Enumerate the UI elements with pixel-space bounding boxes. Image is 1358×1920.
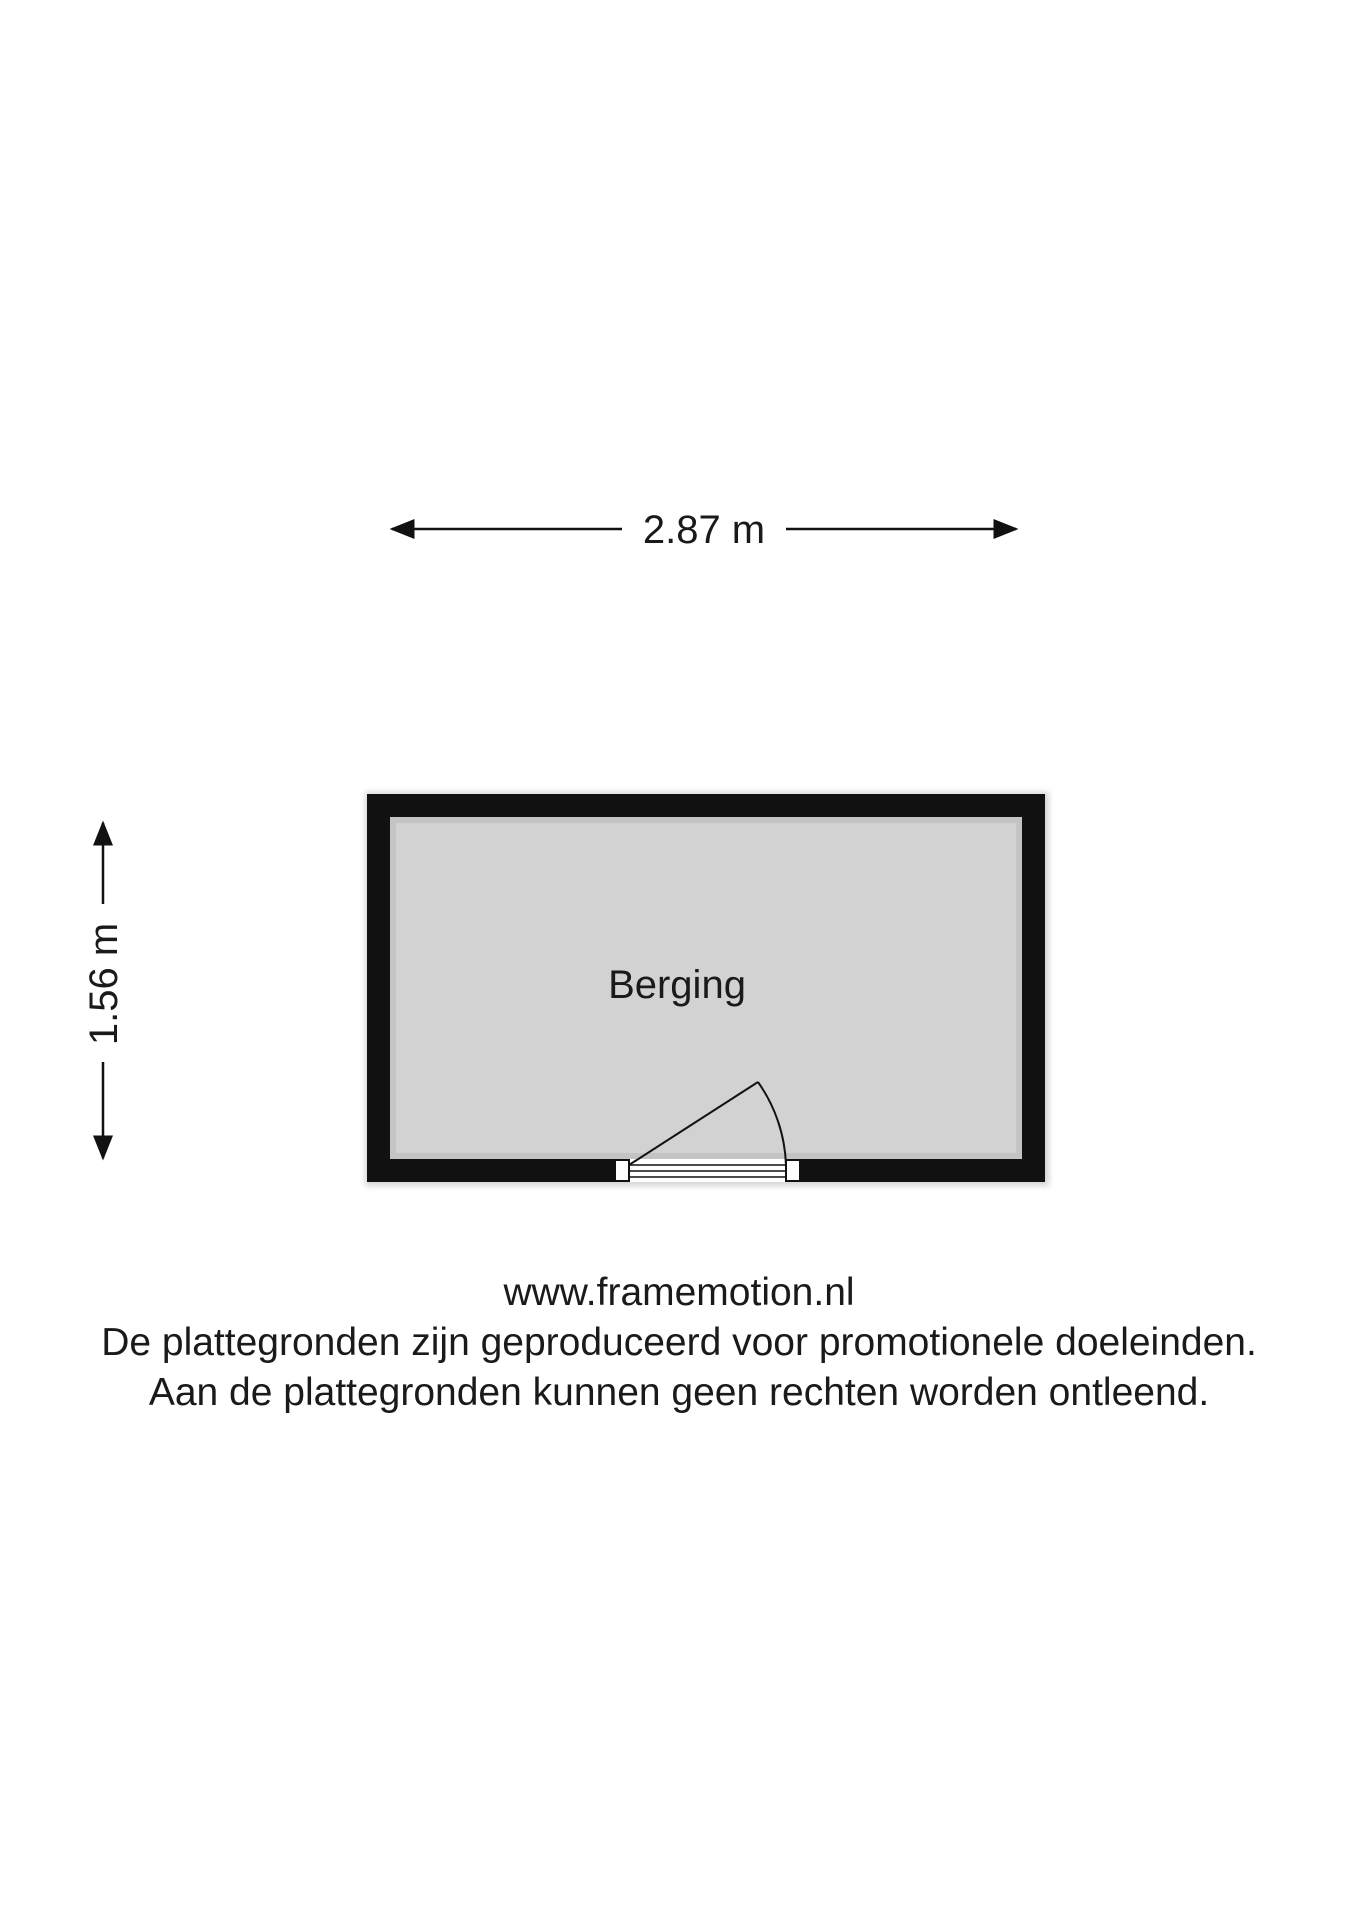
width-dimension: [392, 508, 1016, 552]
height-dimension-label: 1.56 m: [82, 922, 126, 1046]
room-berging: [365, 792, 1049, 1186]
footer-website: www.framemotion.nl: [503, 1271, 855, 1314]
footer: [0, 1268, 1358, 1418]
width-dimension-label: 2.87 m: [642, 508, 766, 552]
footer-disclaimer-line-2: Aan de plattegronden kunnen geen rechten worden ontleend.: [148, 1371, 1210, 1414]
footer-disclaimer-line-1: De plattegronden zijn geproduceerd voor promotionele doeleinden.: [101, 1321, 1257, 1364]
room-label: Berging: [608, 963, 746, 1007]
height-dimension: [82, 823, 126, 1158]
door-jamb-left: [615, 1160, 629, 1181]
door-jamb-right: [786, 1160, 800, 1181]
